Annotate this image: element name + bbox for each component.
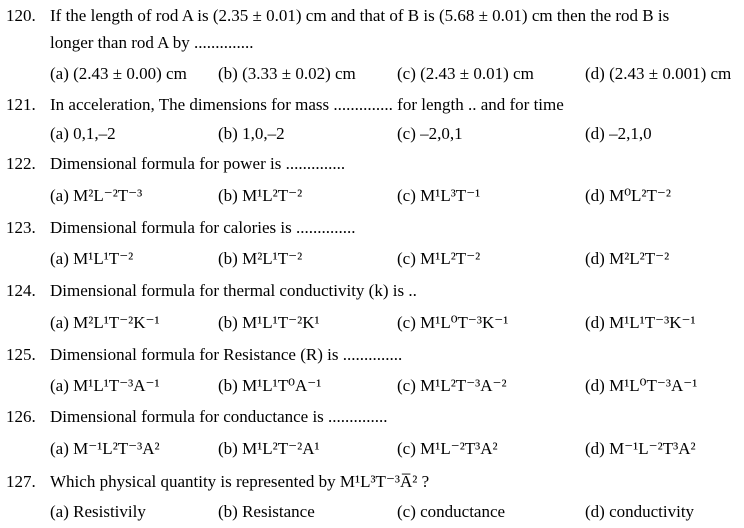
option-d: (d) (2.43 ± 0.001) cm: [585, 64, 732, 83]
question-text: In acceleration, The dimensions for mass .............. for length .. and for time: [50, 95, 564, 114]
option-d: (d) M²L²T⁻²: [585, 249, 670, 268]
option-c: (c) –2,0,1: [397, 124, 463, 143]
option-a: (a) M¹L¹T⁻²: [50, 249, 134, 268]
question-text: Dimensional formula for conductance is ..............: [50, 407, 388, 426]
option-d: (d) M⁰L²T⁻²: [585, 186, 671, 205]
option-c: (c) M¹L²T⁻²: [397, 249, 481, 268]
option-b: (b) M¹L¹T⁻²K¹: [218, 313, 320, 332]
question-number: 121.: [6, 95, 36, 114]
option-c: (c) M¹L⁻²T³A²: [397, 439, 498, 458]
option-d: (d) –2,1,0: [585, 124, 652, 143]
question-number: 127.: [6, 472, 36, 491]
option-a: (a) M²L⁻²T⁻³: [50, 186, 143, 205]
option-b: (b) (3.33 ± 0.02) cm: [218, 64, 356, 83]
question-text: Which physical quantity is represented by M¹L³T⁻³A̅² ?: [50, 472, 430, 491]
option-a: (a) M²L¹T⁻²K⁻¹: [50, 313, 160, 332]
option-b: (b) M²L¹T⁻²: [218, 249, 303, 268]
question-number: 122.: [6, 154, 36, 173]
option-a: (a) 0,1,–2: [50, 124, 116, 143]
option-b: (b) Resistance: [218, 502, 315, 521]
question-text: Dimensional formula for Resistance (R) is ..............: [50, 345, 403, 364]
option-a: (a) (2.43 ± 0.00) cm: [50, 64, 187, 83]
option-d: (d) conductivity: [585, 502, 695, 521]
question-number: 123.: [6, 218, 36, 237]
option-d: (d) M¹L⁰T⁻³A⁻¹: [585, 376, 698, 395]
option-c: (c) M¹L⁰T⁻³K⁻¹: [397, 313, 509, 332]
question-number: 125.: [6, 345, 36, 364]
question-number: 126.: [6, 407, 36, 426]
option-a: (a) M¹L¹T⁻³A⁻¹: [50, 376, 160, 395]
question-number: 124.: [6, 281, 36, 300]
option-a: (a) M⁻¹L²T⁻³A²: [50, 439, 160, 458]
option-b: (b) 1,0,–2: [218, 124, 285, 143]
option-b: (b) M¹L²T⁻²A¹: [218, 439, 320, 458]
option-c: (c) (2.43 ± 0.01) cm: [397, 64, 534, 83]
option-a: (a) Resistivily: [50, 502, 146, 521]
option-c: (c) conductance: [397, 502, 506, 521]
question-text: Dimensional formula for calories is ..............: [50, 218, 356, 237]
question-text: If the length of rod A is (2.35 ± 0.01) cm and that of B is (5.68 ± 0.01) cm then the rod B is: [50, 6, 670, 25]
question-text: Dimensional formula for thermal conductivity (k) is ..: [50, 281, 417, 300]
option-c: (c) M¹L²T⁻³A⁻²: [397, 376, 507, 395]
question-number: 120.: [6, 6, 36, 25]
question-text: Dimensional formula for power is ..............: [50, 154, 346, 173]
option-d: (d) M¹L¹T⁻³K⁻¹: [585, 313, 696, 332]
option-d: (d) M⁻¹L⁻²T³A²: [585, 439, 696, 458]
option-b: (b) M¹L¹T⁰A⁻¹: [218, 376, 322, 395]
question-text-continued: longer than rod A by ..............: [50, 33, 254, 52]
option-c: (c) M¹L³T⁻¹: [397, 186, 481, 205]
option-b: (b) M¹L²T⁻²: [218, 186, 303, 205]
